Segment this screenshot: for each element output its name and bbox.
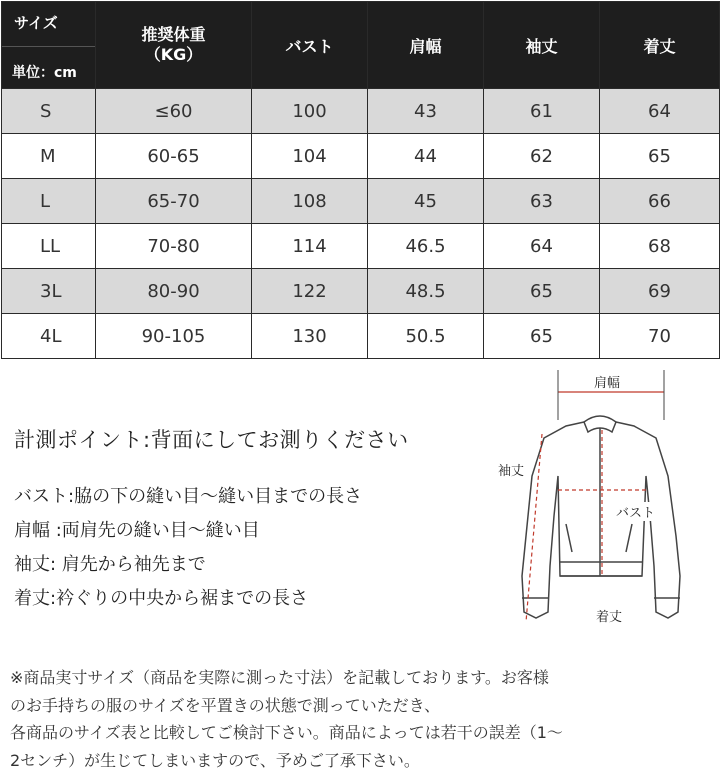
note-length: 着丈:衿ぐりの中央から裾までの長さ	[14, 588, 309, 609]
value-cell: 70	[600, 314, 720, 359]
table-row	[2, 179, 720, 224]
value-cell: 130	[252, 314, 368, 359]
note-shoulder: 肩幅 :両肩先の縫い目～縫い目	[14, 520, 260, 541]
table-corner	[2, 2, 96, 89]
value-cell: 108	[252, 179, 368, 224]
header-weight: 推奨体重 （KG）	[96, 2, 252, 89]
value-cell: 65	[484, 314, 600, 359]
value-cell: 69	[600, 269, 720, 314]
notes-heading: 計測ポイント:背面にしてお測りください	[14, 428, 409, 452]
table-row	[2, 134, 720, 179]
disclaimer-line: 各商品のサイズ表と比較してご検討下さい。商品によっては若干の誤差（1～	[10, 723, 563, 742]
value-cell: 114	[252, 224, 368, 269]
size-cell: M	[2, 134, 96, 179]
value-cell: 62	[484, 134, 600, 179]
size-cell: 4L	[2, 314, 96, 359]
table-row	[2, 269, 720, 314]
header-shoulder: 肩幅	[368, 2, 484, 89]
size-header: サイズ	[14, 14, 58, 32]
jacket-illustration	[496, 366, 706, 646]
diagram-label-bust: バスト	[616, 502, 655, 521]
note-bust: バスト:脇の下の縫い目～縫い目までの長さ	[14, 486, 363, 507]
size-cell: S	[2, 89, 96, 134]
value-cell: 70-80	[96, 224, 252, 269]
value-cell: 50.5	[368, 314, 484, 359]
value-cell: ≤60	[96, 89, 252, 134]
size-cell: LL	[2, 224, 96, 269]
value-cell: 122	[252, 269, 368, 314]
value-cell: 48.5	[368, 269, 484, 314]
size-cell: L	[2, 179, 96, 224]
disclaimer	[10, 664, 712, 774]
disclaimer-line: 2センチ）が生じてしまいますので、予めご了承下さい。	[10, 750, 420, 770]
disclaimer-line: ※商品実寸サイズ（商品を実際に測った寸法）を記載しております。お客様	[10, 668, 549, 687]
value-cell: 80-90	[96, 269, 252, 314]
value-cell: 90-105	[96, 314, 252, 359]
value-cell: 65	[600, 134, 720, 179]
value-cell: 61	[484, 89, 600, 134]
value-cell: 43	[368, 89, 484, 134]
value-cell: 60-65	[96, 134, 252, 179]
value-cell: 44	[368, 134, 484, 179]
value-cell: 65-70	[96, 179, 252, 224]
unit-label: 単位：cm	[12, 65, 77, 81]
value-cell: 65	[484, 269, 600, 314]
value-cell: 45	[368, 179, 484, 224]
disclaimer-line: のお手持ちの服のサイズを平置きの状態で測っていただき、	[10, 695, 441, 715]
header-length: 着丈	[600, 2, 720, 89]
value-cell: 104	[252, 134, 368, 179]
diagram-label-sleeve: 袖丈	[498, 460, 524, 479]
size-cell: 3L	[2, 269, 96, 314]
value-cell: 46.5	[368, 224, 484, 269]
value-cell: 100	[252, 89, 368, 134]
note-sleeve: 袖丈: 肩先から袖先まで	[14, 554, 206, 575]
value-cell: 64	[600, 89, 720, 134]
measurement-notes	[14, 424, 494, 616]
jacket-diagram	[496, 366, 706, 646]
table-row	[2, 224, 720, 269]
diagram-label-length: 着丈	[596, 606, 622, 625]
table-row	[2, 89, 720, 134]
value-cell: 68	[600, 224, 720, 269]
header-sleeve: 袖丈	[484, 2, 600, 89]
table-row	[2, 314, 720, 359]
size-table	[1, 1, 720, 359]
header-bust: バスト	[252, 2, 368, 89]
value-cell: 63	[484, 179, 600, 224]
value-cell: 64	[484, 224, 600, 269]
value-cell: 66	[600, 179, 720, 224]
diagram-label-shoulder: 肩幅	[594, 372, 620, 391]
